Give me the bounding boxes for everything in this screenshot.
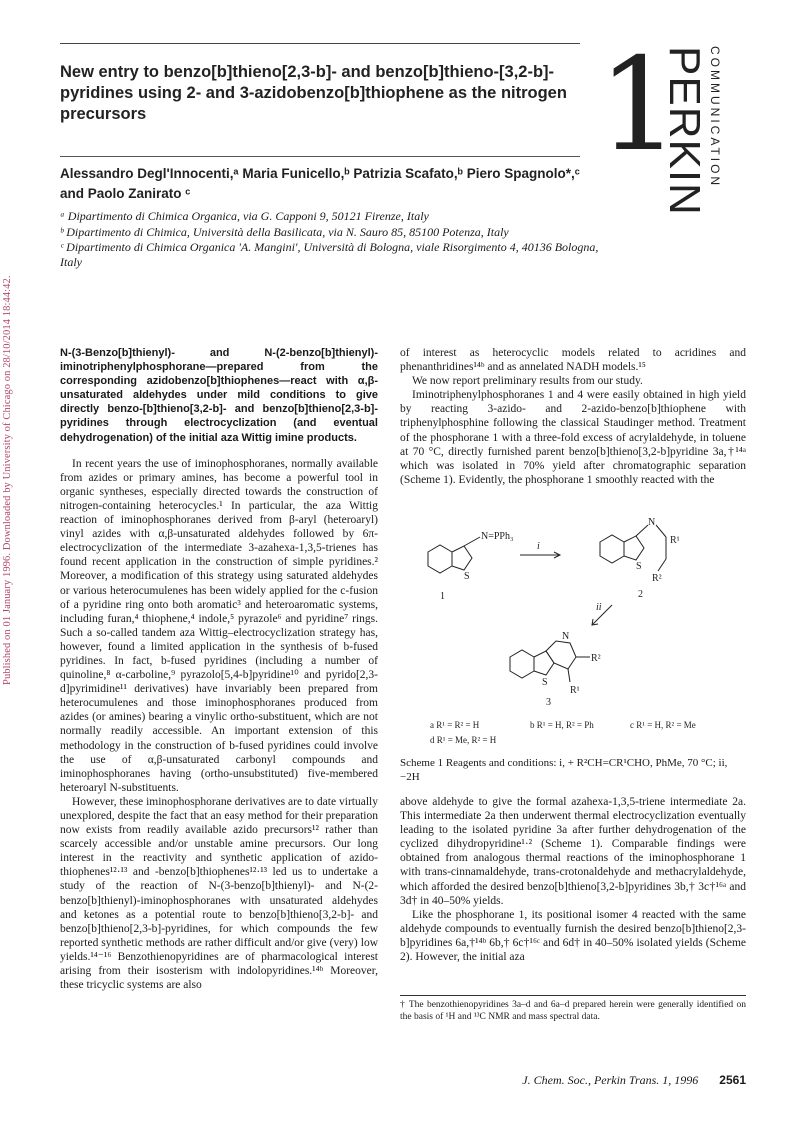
perkin-brand <box>598 24 738 216</box>
title-divider <box>60 156 580 157</box>
body-paragraph: Iminotriphenylphosphoranes 1 and 4 were easily obtained in high yield by reacting 3-azido- and 2-azido-benzo[b]thiophene with triphenylphosphine following the classical Staudinger method. Treatment of the phosphorane 1 with a three-fold excess of acrylaldehyde, in toluene at 70 °C, directly furnished parent benzo[b]thieno[3,2-b]pyridine 3a,†¹⁴ᵃ which was isolated in 70% yield after chromatographic separation (Scheme 1). Evidently, the phosphorane 1 smoothly reacted with the <box>400 389 746 486</box>
compound-2-r2: R² <box>652 573 662 584</box>
legend-b: b R¹ = H, R² = Ph <box>530 720 594 730</box>
step-i-label: i <box>537 541 540 552</box>
body-paragraph: However, these iminophosphorane derivatives are to date virtually unexplored, despite the fact that an easy method for their preparation now exists from readily available azido precursors¹² rather than scarcely accessible and/or unstable amine precursors. Our long interest in the reactivity and synthetic application of azido-thiophenes¹²·¹³ and -benzo[b]thiophenes¹²·¹³ led us to undertake a study of the reaction of N-(3-benzo[b]thienyl)- and N-(2-benzo[b]thienyl)-iminophosphoranes with unsaturated aldehydes and ketones as a potential route to benzo[b]thieno[3,2-b]- and benzo[b]thieno[2,3-b]-pyridines, for which compounds the few reported synthetic methods are rather difficult and/or give (very) low yields.¹⁴⁻¹⁶ Benzothienopyridines are of pharmacological interest arising from their isosterism with indolopyridines.¹⁴ᵇ Moreover, these tricyclic systems are also <box>60 795 378 992</box>
compound-3-pyridine-ring <box>546 641 576 669</box>
compound-1-label: 1 <box>440 591 445 602</box>
compound-2-n: N <box>648 517 656 528</box>
compound-2-thiophene-ring <box>624 536 644 560</box>
arrow-ii <box>592 605 612 625</box>
page-number: 2561 <box>719 1073 746 1087</box>
step-ii-label: ii <box>596 602 602 613</box>
body-paragraph: In recent years the use of iminophosphoranes, normally available from azides or primary amines, has become a powerful tool in organic syntheses, especially directed towards the construction of nitrogen-containing heterocycles.¹ In particular, the aza Wittig reaction of iminophosphoranes derived from β-aryl (heteroaryl) vinyl azides with α,β-unsaturated aldehydes followed by 6π-electrocyclization of the intermediate 3-azahexa-1,3,5-trienes has found recent application in the construction of simple pyridines.² Moreover, a modification of this strategy using saturated aldehydes or various heterocumulenes has been widely applied for the c-fusion of a pyridine ring onto both aromatic³ and heteroaromatic systems, including furan,⁴ thiophene,⁴ indole,⁵ pyrazole⁶ and pyridine⁷ rings. Such a so-called tandem aza Wittig–electrocyclization strategy has, however, found a limited application in the synthesis of b-fused pyridines. In fact, b-fused pyridines (including a number of quinoline,⁸ α-carboline,⁹ pyrazolo[5,4-b]pyridine¹⁰ and pyrido[2,3-d]pyrimidine¹¹ derivatives) have invariably been prepared from heterocumulenes and those iminophosphoranes produced from azides (or amines) bearing a vinylic ortho-substituent, which are not normally readily accessible. An important extension of this methodology in the construction of b-fused pyridines could involve the use of α,β-unsaturated carbonyl compounds and iminophosphoranes having (ortho-unsubstituted) five-membered heteroaryl N-substituents. <box>60 457 378 794</box>
compound-2-s: S <box>636 561 642 572</box>
scheme-caption: Scheme 1 Reagents and conditions: i, + R²CH=CR¹CHO, PhMe, 70 °C; ii, −2H <box>400 757 728 783</box>
compound-1-s: S <box>464 571 470 582</box>
compound-1-benzene-ring <box>428 545 452 573</box>
left-column <box>60 346 378 992</box>
reagent-1-label: N=PPh₃ <box>481 531 514 542</box>
compound-3-r1-bond <box>568 669 570 682</box>
legend-a: a R¹ = R² = H <box>430 720 480 730</box>
compound-3-s: S <box>542 677 548 688</box>
brand-label: COMMUNICATION <box>708 46 722 189</box>
compound-3-n: N <box>562 631 570 642</box>
body-paragraph: above aldehyde to give the formal azahexa-1,3,5-triene intermediate 2a. This intermediate 2a then underwent thermal electrocyclization eventually leading to the isolated pyridine 3a after further dehydrogenation of the cyclized dihydropyridine¹·² (Scheme 1). Comparable findings were obtained from analogous thermal reactions of the iminophosphorane 1 with trans-cinnamaldehyde, trans-crotonaldehyde and methacrylaldehyde, which afforded the desired benzo[b]thieno[3,2-b]pyridines 3b,† 3c†¹⁶ᵃ and 3d† in 40–50% yields. <box>400 796 746 907</box>
affiliations <box>60 209 600 270</box>
compound-2-r1: R¹ <box>670 535 680 546</box>
footnote: † The benzothienopyridines 3a–d and 6a–d prepared herein were generally identified on the basis of ¹H and ¹³C NMR and mass spectral data. <box>400 1000 746 1022</box>
compound-2-chain-3 <box>658 559 666 571</box>
body-paragraph: Like the phosphorane 1, its positional isomer 4 reacted with the same aldehyde compounds to eventually furnish the desired benzo[b]thieno[2,3-b]pyridines 6a,†¹⁴ᵇ 6b,† 6c†¹⁶ᶜ and 6d† in 40–50% isolated yields (Scheme 2). However, the initial aza <box>400 908 746 964</box>
compound-3-benzene-ring <box>510 650 534 678</box>
legend-c: c R¹ = H, R² = Me <box>630 720 696 730</box>
scheme-1-figure <box>400 507 746 745</box>
brand-number: 1 <box>598 31 674 180</box>
compound-2-label: 2 <box>638 589 643 600</box>
compound-2-n-bond <box>636 525 648 536</box>
compound-2-benzene-ring <box>600 535 624 563</box>
footnote-rule <box>400 995 746 996</box>
download-stamp: Published on 01 January 1996. Downloaded by University of Chicago on 28/10/2014 18:44:42. <box>2 275 13 685</box>
right-column-bottom <box>400 795 746 964</box>
compound-1-n-bond <box>464 537 480 546</box>
compound-1-thiophene-ring <box>452 546 472 570</box>
legend-d: d R¹ = Me, R² = H <box>430 735 497 745</box>
body-paragraph: of interest as heterocyclic models related to acridines and phenanthridines¹⁴ᵇ and as annelated NADH models.¹⁵ <box>400 347 746 374</box>
author-list: Alessandro Degl'Innocenti,ᵃ Maria Funicello,ᵇ Patrizia Scafato,ᵇ Piero Spagnolo*,ᶜ and Paolo Zanirato ᶜ <box>60 166 580 201</box>
affiliation-a: ᵃ Dipartimento di Chimica Organica, via G. Capponi 9, 50121 Firenze, Italy <box>60 209 429 223</box>
compound-2-chain-1 <box>656 525 666 537</box>
compound-3-thiophene-ring <box>534 651 554 675</box>
right-column-top <box>400 346 746 487</box>
header-rule <box>60 43 580 44</box>
page-footer <box>400 1073 746 1088</box>
body-paragraph: We now report preliminary results from our study. <box>412 375 643 388</box>
abstract: N-(3-Benzo[b]thienyl)- and N-(2-benzo[b]thienyl)-iminotriphenylphosphorane—prepared from the corresponding azidobenzo[b]thiophenes—react with α,β-unsaturated aldehydes under mild conditions to give directly benzo-[b]thieno[3,2-b]- and benzo[b]thieno[2,3-b]-pyridines through electrocyclization (and eventual dehydrogenation) of the initial aza Wittig imine products. <box>60 347 378 444</box>
brand-name: PERKIN <box>660 46 709 216</box>
affiliation-c: ᶜ Dipartimento di Chimica Organica 'A. Mangini', Università di Bologna, viale Risorgimento 4, 40136 Bologna, Italy <box>60 240 599 269</box>
compound-3-r2: R² <box>591 653 601 664</box>
compound-3-label: 3 <box>546 697 551 708</box>
compound-3-r1: R¹ <box>570 685 580 696</box>
scheme-svg <box>400 507 746 737</box>
article-title: New entry to benzo[b]thieno[2,3-b]- and benzo[b]thieno-[3,2-b]-pyridines using 2- and 3-azidobenzo[b]thiophene as the nitrogen precursors <box>60 63 567 123</box>
journal-citation: J. Chem. Soc., Perkin Trans. 1, 1996 <box>522 1073 699 1087</box>
affiliation-b: ᵇ Dipartimento di Chimica, Università della Basilicata, via N. Sauro 85, 85100 Potenza, Italy <box>60 224 509 239</box>
